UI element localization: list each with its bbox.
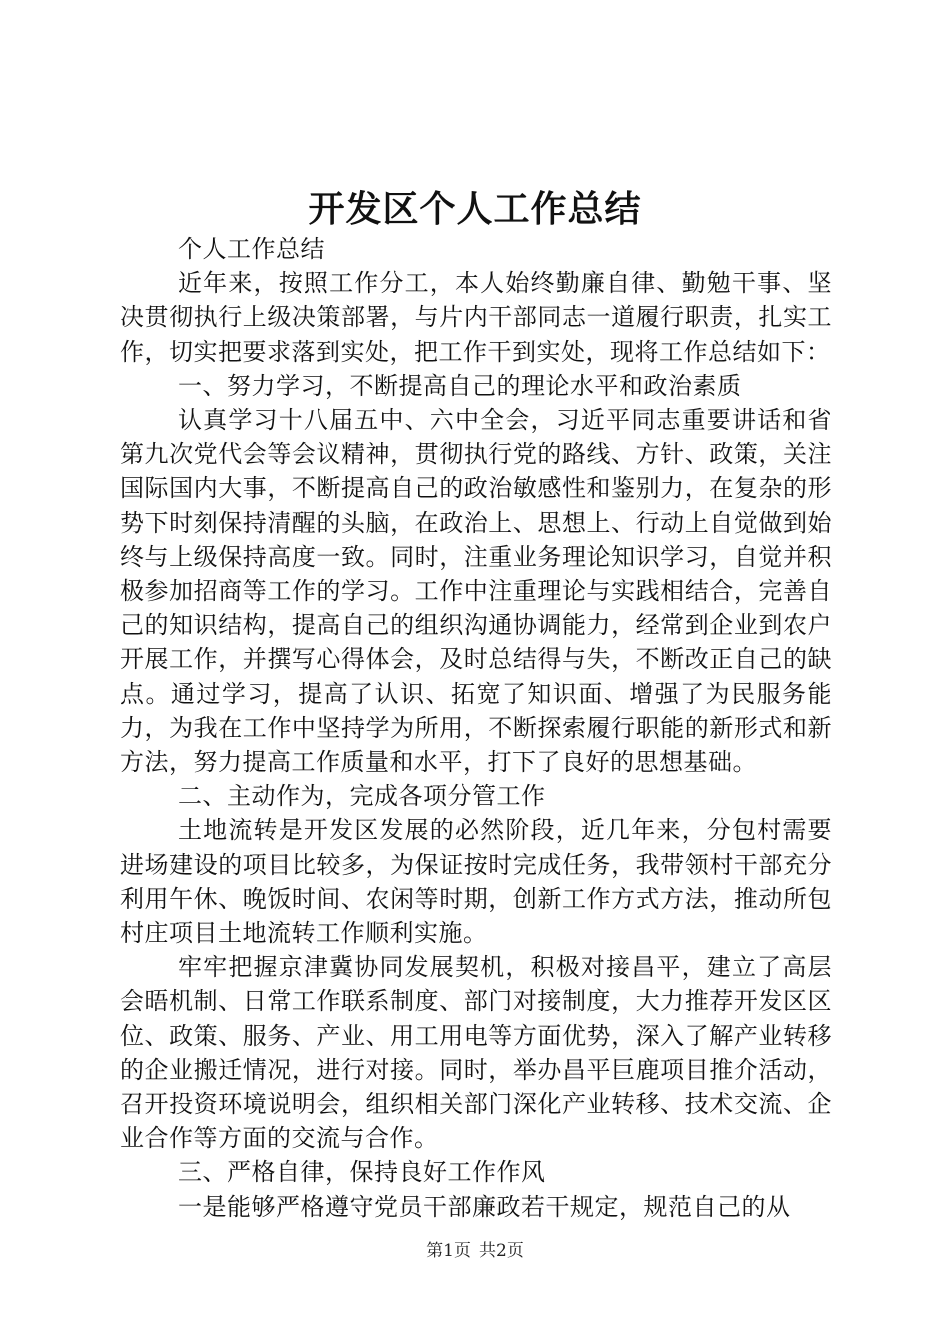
section-heading-3: 三、严格自律，保持良好工作作风 [178, 1158, 546, 1187]
page-footer [0, 1240, 950, 1262]
document-body [120, 232, 832, 1224]
page-number: 第1页 [426, 1241, 471, 1261]
paragraph-discipline: 一是能够严格遵守党员干部廉政若干规定，规范自己的从 [178, 1192, 791, 1221]
paragraph-cooperation: 牢牢把握京津冀协同发展契机，积极对接昌平，建立了高层会晤机制、日常工作联系制度、部门对接制度，大力推荐开发区区位、政策、服务、产业、用工用电等方面优势，深入了解产业转移的企业搬迁情况，进行对接。同时，举办昌平巨鹿项目推介活动，召开投资环境说明会，组织相关部门深化产业转移、技术交流、企业合作等方面的交流与合作。 [120, 953, 832, 1153]
paragraph-study: 认真学习十八届五中、六中全会，习近平同志重要讲话和省第九次党代会等会议精神，贯彻执行党的路线、方针、政策，关注国际国内大事，不断提高自己的政治敏感性和鉴别力，在复杂的形势下时刻保持清醒的头脑，在政治上、思想上、行动上自觉做到始终与上级保持高度一致。同时，注重业务理论知识学习，自觉并积极参加招商等工作的学习。工作中注重理论与实践相结合，完善自己的知识结构，提高自己的组织沟通协调能力，经常到企业到农户开展工作，并撰写心得体会，及时总结得与失，不断改正自己的缺点。通过学习，提高了认识、拓宽了知识面、增强了为民服务能力，为我在工作中坚持学为所用，不断探索履行职能的新形式和新方法，努力提高工作质量和水平，打下了良好的思想基础。 [120, 406, 832, 777]
section-heading-2: 二、主动作为，完成各项分管工作 [178, 782, 546, 811]
page-total: 共2页 [479, 1241, 524, 1261]
paragraph-land-transfer: 土地流转是开发区发展的必然阶段，近几年来，分包村需要进场建设的项目比较多，为保证按时完成任务，我带领村干部充分利用午休、晚饭时间、农闲等时期，创新工作方式方法，推动所包村庄项目土地流转工作顺利实施。 [120, 816, 832, 948]
section-heading-1: 一、努力学习，不断提高自己的理论水平和政治素质 [178, 371, 742, 400]
document-title: 开发区个人工作总结 [308, 188, 642, 230]
paragraph-intro: 近年来，按照工作分工，本人始终勤廉自律、勤勉干事、坚决贯彻执行上级决策部署，与片内干部同志一道履行职责，扎实工作，切实把要求落到实处，把工作干到实处，现将工作总结如下： [120, 269, 832, 366]
paragraph-subtitle: 个人工作总结 [178, 235, 325, 263]
